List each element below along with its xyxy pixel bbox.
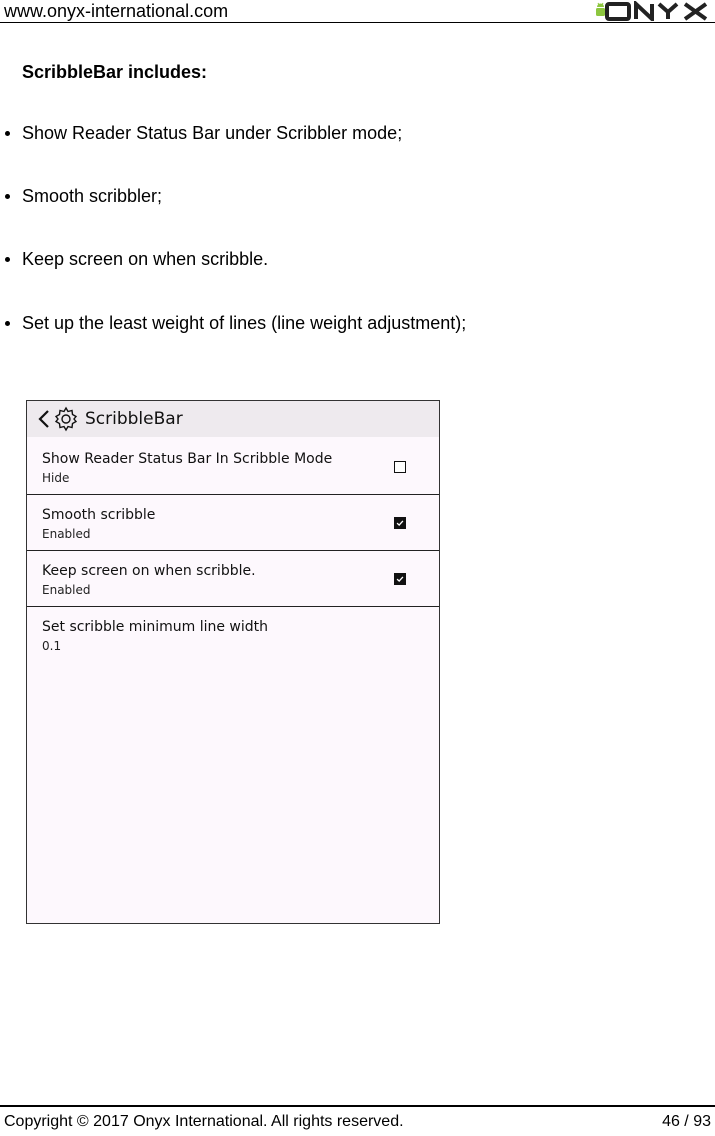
setting-row-min-line-width[interactable] <box>27 607 439 663</box>
setting-row-keep-screen-on[interactable] <box>27 551 439 607</box>
smooth-scribble-checkbox[interactable] <box>394 517 406 529</box>
list-item-text: Show Reader Status Bar under Scribbler mode; <box>22 123 403 143</box>
page-header <box>0 0 715 24</box>
bullet-icon <box>5 321 10 326</box>
list-item <box>0 246 700 272</box>
page-number: 46 / 93 <box>662 1113 711 1130</box>
settings-topbar <box>27 401 439 437</box>
checkmark-icon <box>395 574 405 584</box>
setting-row-smooth-scribble[interactable] <box>27 495 439 551</box>
setting-value: Enabled <box>42 527 91 541</box>
footer-divider <box>0 1105 715 1107</box>
list-item-text: Keep screen on when scribble. <box>22 249 269 269</box>
setting-row-status-bar[interactable] <box>27 439 439 495</box>
list-item-text: Set up the least weight of lines (line weight adjustment); <box>22 313 467 333</box>
status-bar-checkbox[interactable] <box>394 461 406 473</box>
site-url[interactable]: www.onyx-international.com <box>4 1 229 21</box>
checkmark-icon <box>395 518 405 528</box>
onyx-logo <box>596 1 714 21</box>
list-item <box>0 183 700 209</box>
scribblebar-settings-screenshot <box>26 400 440 924</box>
chevron-left-icon[interactable] <box>37 409 51 429</box>
bullet-icon <box>5 194 10 199</box>
android-robot-icon <box>596 3 605 16</box>
section-heading: ScribbleBar includes: <box>22 62 208 82</box>
setting-value: Hide <box>42 471 70 485</box>
copyright-text: Copyright © 2017 Onyx International. All rights reserved. <box>4 1113 404 1130</box>
bullet-icon <box>5 131 10 136</box>
setting-title: Show Reader Status Bar In Scribble Mode <box>42 451 333 467</box>
setting-title: Set scribble minimum line width <box>42 619 268 635</box>
setting-title: Smooth scribble <box>42 507 156 523</box>
settings-title: ScribbleBar <box>85 409 183 429</box>
list-item <box>0 120 700 146</box>
list-item-text: Smooth scribbler; <box>22 186 163 206</box>
setting-value: Enabled <box>42 583 91 597</box>
header-divider <box>0 22 715 23</box>
bullet-icon <box>5 257 10 262</box>
list-item <box>0 310 700 336</box>
setting-value: 0.1 <box>42 639 62 653</box>
setting-title: Keep screen on when scribble. <box>42 563 256 579</box>
gear-icon <box>53 406 79 432</box>
keep-screen-on-checkbox[interactable] <box>394 573 406 585</box>
